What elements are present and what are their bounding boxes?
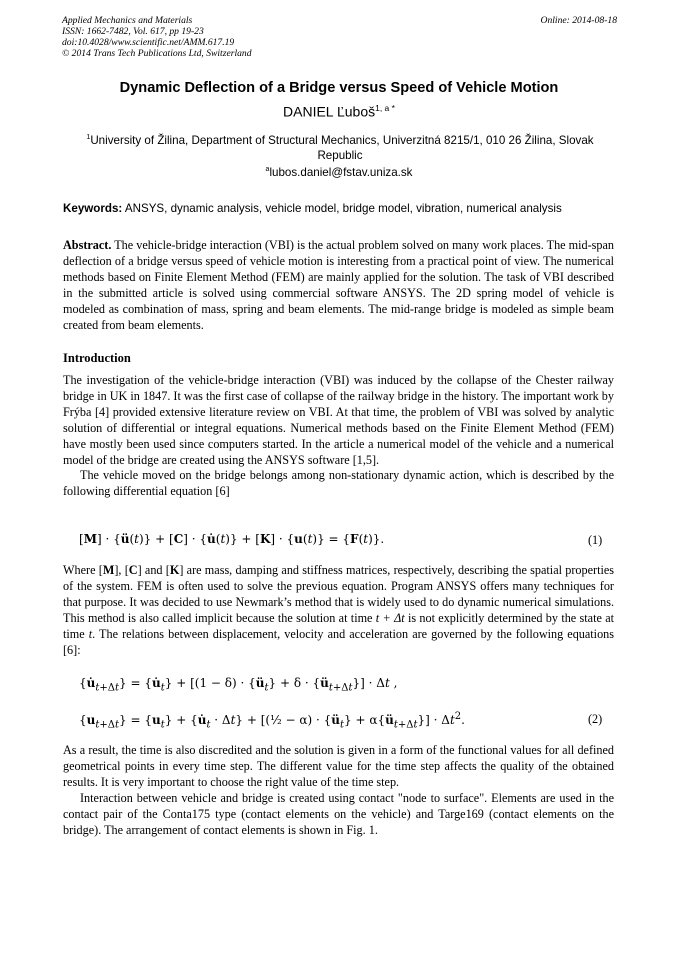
intro-paragraph-5: Interaction between vehicle and bridge is created using contact "node to surface". Elements are used in the contact pair of the Conta175 type (contact elements on the vehicle) and Targe169 (contact elements on the bridge). The arrangement of contact elements is shown in Fig. 1. — [63, 790, 614, 837]
p3-part-a: Where [ — [63, 563, 103, 577]
p3-part-h: . The relations between displacement, velocity and acceleration are governed by the following equations [6]: — [63, 626, 614, 657]
keywords-text: ANSYS, dynamic analysis, vehicle model, bridge model, vibration, numerical analysis — [122, 202, 562, 215]
paper-title: Dynamic Deflection of a Bridge versus Speed of Vehicle Motion — [119, 80, 559, 96]
p3-matrix-m: M — [102, 563, 115, 577]
p3-part-d: ] are mass, damping and stiffness matrices, respectively, describing the spatial properties of the system. FEM is often used to solve the previous equation. Program ANSYS offers many techniques for that purpose. It was decided to use Newmark’s method that is widely used to do dynamic numerical simulations. This method is also called implicit because the solution at time — [63, 563, 614, 625]
equation-2-line-2: $\{u_{t+\Delta t}\} = \{u_t\}$ + $\{u̇_t \cdot \Delta t\}$ + [(½ − $\alpha) \cdot \{ü_t\}$ + $\alpha\{ü_{t+\Delta t}\}] \cdot \Delta t^2$. — [79, 711, 465, 731]
doi-line: doi:10.4028/www.scientific.net/AMM.617.19 — [62, 37, 235, 48]
p3-time-step: t + Δt — [375, 610, 405, 625]
p3-matrix-c: C — [128, 563, 138, 577]
online-date: Online: 2014-08-18 — [540, 15, 617, 26]
intro-paragraph-3 — [63, 563, 614, 658]
abstract-label: Abstract. — [63, 238, 112, 252]
section-heading-introduction: Introduction — [63, 351, 131, 365]
p3-part-c: ] and [ — [137, 563, 170, 577]
keywords-label: Keywords: — [63, 202, 123, 215]
intro-paragraph-2: The vehicle moved on the bridge belongs among non-stationary dynamic action, which is described by the following differential equation [6] — [63, 468, 614, 499]
p3-time: t — [88, 626, 93, 641]
affiliation-text: University of Žilina, Department of Structural Mechanics, Univerzitná 8215/1, 010 26 Žilina, Slovak Republic — [90, 133, 594, 162]
author-name: DANIEL Ľuboš — [283, 103, 376, 120]
intro-paragraph-4 — [63, 743, 614, 838]
equation-1-number: (1) — [588, 533, 603, 547]
p3-matrix-k: K — [169, 563, 180, 577]
intro-p1-text: The investigation of the vehicle-bridge interaction (VBI) was induced by the collapse of the Chester railway bridge in UK in 1847. It was the first case of collapse of the railway bridge in the history. The important work by Frýba [4] provided extensive literature review on VBI. At that time, the problem of VBI was solved by analytic solution of differential or integral equations. Numerical methods based on the Finite Element Method (FEM) have mostly been used since computers started. In the article a numerical model of the vehicle and a numerical model of the bridge are created using the ANSYS software [1,5]. — [63, 373, 614, 467]
p3-part-b: ], [ — [114, 563, 129, 577]
journal-header — [62, 15, 617, 59]
equation-2-line-1: $\{u̇_{t+\Delta t}\}$ = $\{u̇_t\} + [(1 - \delta)$ · $\{ü_t\} + \delta$ · $\{ü_{t+\Delta t}\}] \cdot \Delta t$ , — [79, 676, 398, 694]
intro-p4-text: As a result, the time is also discredited and the solution is given in a form of the functional values for all defined geometrical points in every time step. The different value for the time step affects the quality of the obtained results. It is very important to choose the right value of the time step. — [63, 743, 614, 789]
email-line — [0, 166, 678, 179]
abstract — [63, 238, 614, 333]
affiliation — [85, 130, 595, 163]
copyright-line: © 2014 Trans Tech Publications Ltd, Switzerland — [62, 48, 252, 59]
keywords — [63, 202, 623, 215]
affiliation-superscript: 1 — [86, 134, 91, 141]
equation-1: [M] · {ü(t)} + [C] · {u̇(t)} + [K] · {u(t)} = {F(t)}. — [79, 532, 385, 546]
intro-paragraph-1 — [63, 373, 614, 500]
abstract-text: The vehicle-bridge interaction (VBI) is the actual problem solved on many work places. The mid-span deflection of a bridge versus speed of vehicle motion is interesting from a practical point of view. The numerical methods based on Finite Element Method (FEM) are mainly applied for the solution. The task of VBI described in the submitted article is solved using commercial software ANSYS. The 2D spring model of vehicle is modeled as combination of mass, spring and beam elements. The mid-range bridge is modeled as simple beam created from beam elements. — [63, 238, 614, 332]
equation-2-number: (2) — [588, 712, 603, 726]
email-superscript: a — [265, 166, 270, 174]
author-line — [0, 103, 678, 120]
issn-line: ISSN: 1662-7482, Vol. 617, pp 19-23 — [62, 26, 204, 37]
journal-name: Applied Mechanics and Materials — [62, 15, 193, 26]
p3-part-f: is not explicitly determined by the state at time — [63, 610, 614, 641]
author-superscript: 1, a * — [375, 103, 395, 113]
email-address[interactable]: lubos.daniel@fstav.uniza.sk — [269, 166, 413, 179]
